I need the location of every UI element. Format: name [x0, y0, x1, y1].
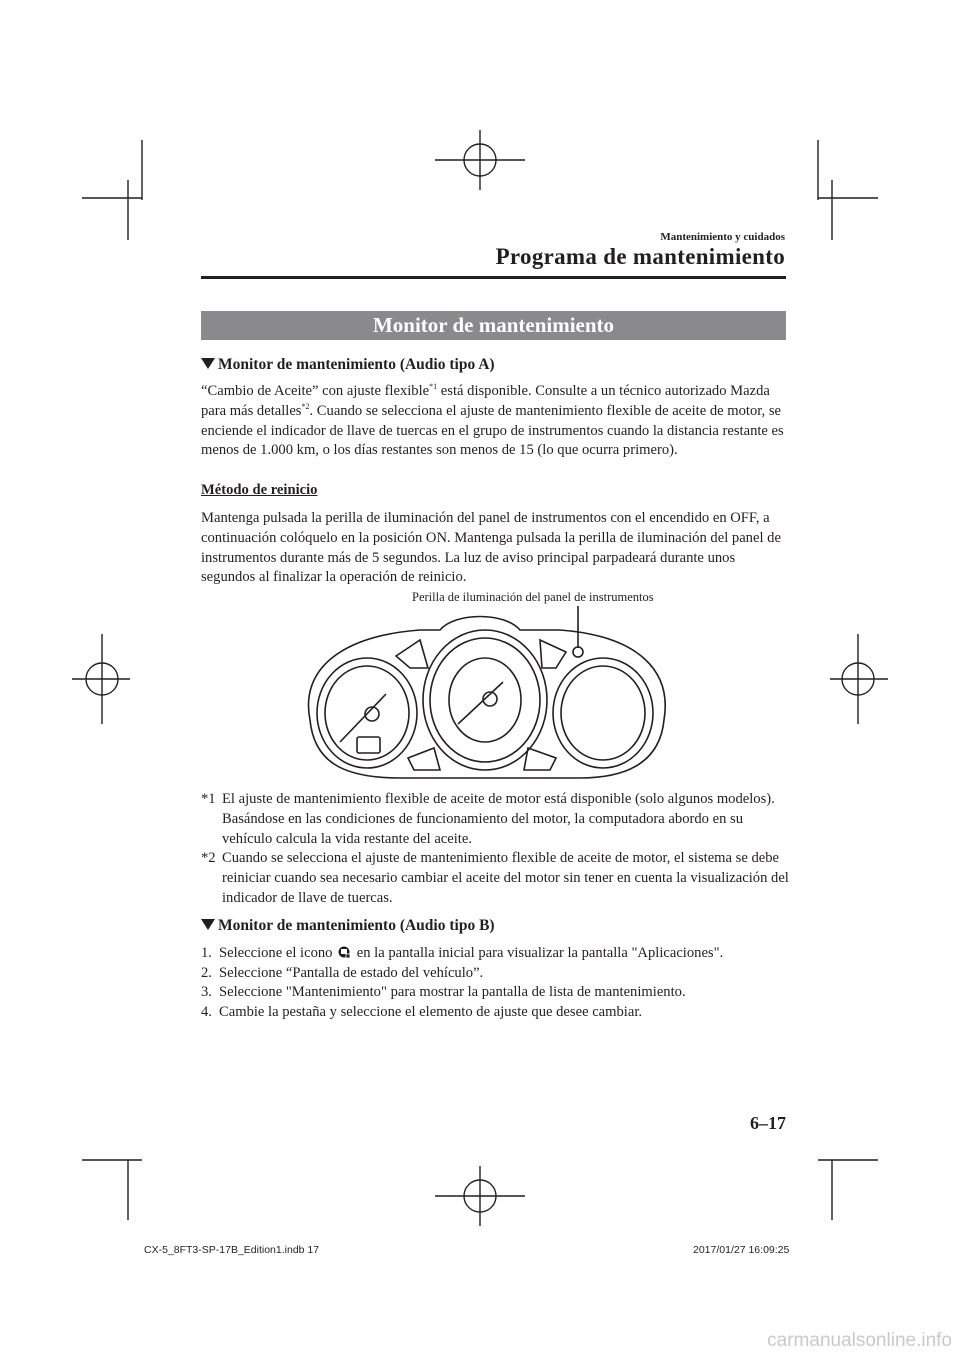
- list-item: [201, 983, 791, 1003]
- step-text: Seleccione el icono: [219, 945, 337, 961]
- subheading-audio-b: [201, 917, 495, 935]
- intro-text-1: “Cambio de Aceite” con ajuste flexible: [201, 383, 430, 399]
- footnote-text: Cuando se selecciona el ajuste de mantenimiento flexible de aceite de motor, el sistema se debe reiniciar cuando sea necesario cambiar el aceite del motor sin tener en cuenta la visualización del indicador de llave de tuercas.: [222, 850, 789, 906]
- steps-list: [201, 944, 791, 1022]
- step-text: Cambie la pestaña y seleccione el elemento de ajuste que desee cambiar.: [219, 1003, 643, 1020]
- watermark: carmanualsonline.info: [767, 1330, 952, 1351]
- step-number: 4.: [201, 1003, 212, 1020]
- footnote-ref-2: *2: [301, 401, 310, 411]
- footer-timestamp: 2017/01/27 16:09:25: [693, 1244, 790, 1256]
- list-item: [201, 944, 791, 964]
- footnote-ref-1: *1: [429, 382, 438, 392]
- footnote-key: *1: [201, 791, 216, 807]
- running-header-title: Programa de mantenimiento: [495, 244, 785, 269]
- intro-text-3: . Cuando se selecciona el ajuste de mantenimiento flexible de aceite de motor, se enciende el indicador de llave de tuercas en el grupo de instrumentos cuando la distancia restante es menos de 1.000 km, o los días restantes son menos de 15 (lo que ocurra primero).: [201, 402, 784, 459]
- triangle-bullet-icon: [201, 919, 215, 930]
- intro-paragraph: [201, 382, 791, 461]
- header-rule: [201, 276, 786, 279]
- footnote-key: *2: [201, 850, 216, 867]
- method-paragraph: Mantenga pulsada la perilla de iluminación del panel de instrumentos con el encendido en OFF, a continuación colóquelo en la posición ON. Mantenga pulsada la perilla de iluminación del panel de instrumentos durante más de 5 segundos. La luz de aviso principal parpadeará durante unos segundos al finalizar la operación de reinicio.: [201, 510, 781, 586]
- step-text-cont: en la pantalla inicial para visualizar la pantalla "Aplicaciones".: [353, 945, 724, 961]
- step-number: 1.: [201, 945, 212, 961]
- step-number: 2.: [201, 964, 212, 981]
- triangle-bullet-icon: [201, 358, 215, 369]
- page-number: 6–17: [750, 1113, 786, 1133]
- figure-callout-label: Perilla de iluminación del panel de instrumentos: [412, 590, 654, 604]
- footnote-item: [201, 790, 791, 849]
- applications-icon: [338, 946, 351, 959]
- footer-file-name: CX-5_8FT3-SP-17B_Edition1.indb 17: [144, 1244, 320, 1256]
- instrument-cluster-illustration: [300, 603, 670, 781]
- running-header-section: Mantenimiento y cuidados: [660, 231, 785, 243]
- illumination-knob-icon: [573, 647, 583, 657]
- intro-text-2: está disponible. Consulte a un técnico autorizado Mazda para más detalles: [201, 383, 770, 419]
- section-banner: Monitor de mantenimiento: [201, 311, 786, 340]
- subheading-audio-a: [201, 356, 495, 374]
- list-item: [201, 964, 791, 984]
- footnote-text: El ajuste de mantenimiento flexible de aceite de motor está disponible (solo algunos modelos). Basándose en las condiciones de funcionamiento del motor, la computadora abordo en su vehículo calcula la vida restante del aceite.: [222, 791, 775, 847]
- step-number: 3.: [201, 984, 212, 1000]
- step-text: Seleccione “Pantalla de estado del vehículo”.: [219, 964, 484, 981]
- step-text: Seleccione "Mantenimiento" para mostrar la pantalla de lista de mantenimiento.: [219, 984, 686, 1000]
- subheading-audio-a-text: Monitor de mantenimiento (Audio tipo A): [218, 356, 495, 373]
- subheading-audio-b-text: Monitor de mantenimiento (Audio tipo B): [218, 917, 495, 934]
- list-item: [201, 1003, 791, 1023]
- method-heading: Método de reinicio: [201, 482, 318, 498]
- footnote-item: [201, 849, 791, 908]
- footnotes: [201, 790, 791, 909]
